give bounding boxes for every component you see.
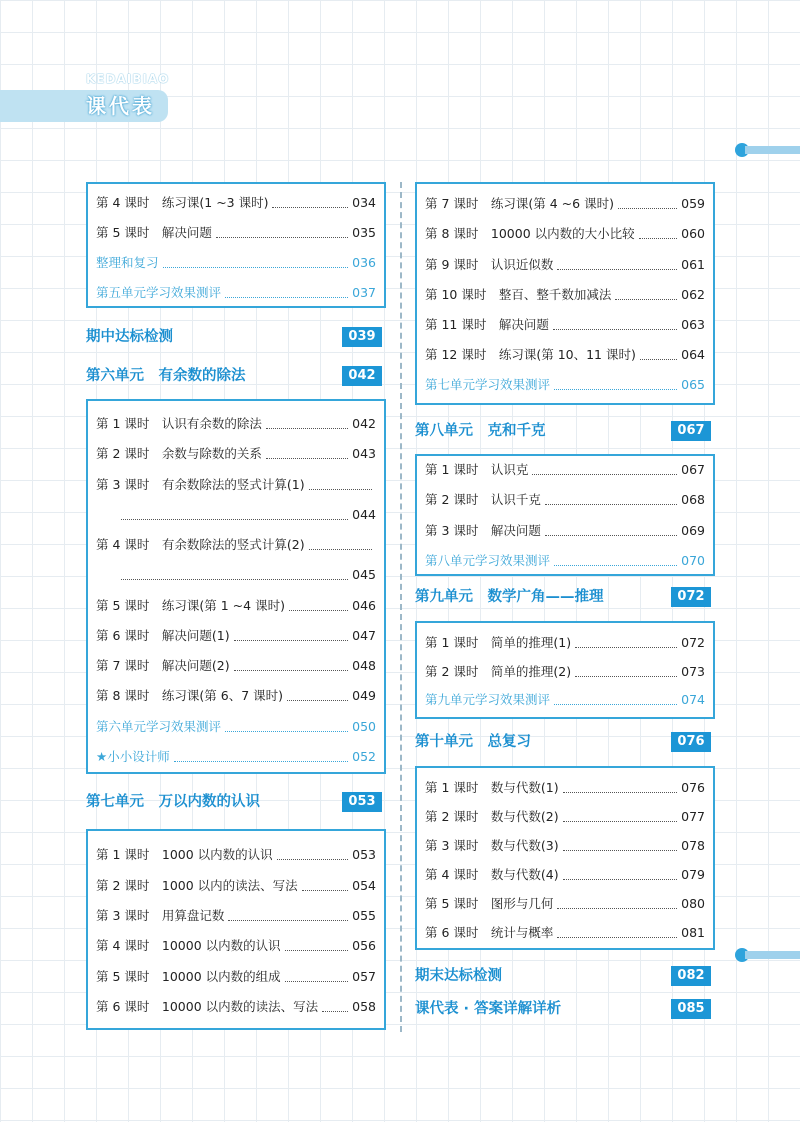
toc-entry[interactable]: 第 6 课时 10000 以内数的读法、写法 058 <box>96 998 376 1014</box>
toc-entry[interactable]: 第 1 课时 1000 以内数的认识 053 <box>96 846 376 862</box>
toc-entry[interactable]: 第 4 课时 10000 以内数的认识 056 <box>96 937 376 953</box>
toc-box-unit6 <box>86 399 386 774</box>
toc-entry[interactable]: 第 8 课时 练习课(第 6、7 课时) 049 <box>96 687 376 703</box>
toc-entry[interactable]: 第 4 课时 练习课(1 ~3 课时) 034 <box>96 194 376 210</box>
toc-entry[interactable]: 第 3 课时 解决问题 069 <box>425 522 705 538</box>
unit-heading-final[interactable]: 期末达标检测 082 <box>415 964 711 988</box>
toc-entry[interactable]: 第 5 课时 图形与几何 080 <box>425 895 705 911</box>
toc-entry[interactable]: 第 5 课时 10000 以内数的组成 057 <box>96 968 376 984</box>
toc-entry[interactable]: 第 2 课时 1000 以内的读法、写法 054 <box>96 877 376 893</box>
toc-entry[interactable]: 第 5 课时 解决问题 035 <box>96 224 376 240</box>
toc-entry[interactable]: 第 11 课时 解决问题 063 <box>425 316 705 332</box>
toc-entry[interactable]: 第 3 课时 用算盘记数 055 <box>96 907 376 923</box>
toc-entry[interactable]: 第 6 课时 解决问题(1) 047 <box>96 627 376 643</box>
toc-entry[interactable]: 第 1 课时 简单的推理(1) 072 <box>425 634 705 650</box>
unit-heading-10[interactable]: 第十单元 总复习 076 <box>415 730 711 754</box>
toc-entry-designer[interactable]: ★小小设计师 052 <box>96 748 376 764</box>
toc-entry[interactable]: 第 6 课时 统计与概率 081 <box>425 924 705 940</box>
toc-entry[interactable]: 第 2 课时 数与代数(2) 077 <box>425 808 705 824</box>
toc-entry[interactable]: 第 2 课时 简单的推理(2) 073 <box>425 663 705 679</box>
toc-entry-assessment[interactable]: 第七单元学习效果测评 065 <box>425 376 705 392</box>
toc-entry[interactable]: 第 2 课时 余数与除数的关系 043 <box>96 445 376 461</box>
toc-entry[interactable]: 第 4 课时 数与代数(4) 079 <box>425 866 705 882</box>
toc-entry[interactable]: 第 12 课时 练习课(第 10、11 课时) 064 <box>425 346 705 362</box>
toc-box-unit9 <box>415 621 715 719</box>
unit-heading-8[interactable]: 第八单元 克和千克 067 <box>415 419 711 443</box>
toc-entry[interactable]: 第 1 课时 认识有余数的除法 042 <box>96 415 376 431</box>
toc-entry[interactable]: 第 4 课时 有余数除法的竖式计算(2) <box>96 533 376 555</box>
toc-entry[interactable]: 第 10 课时 整百、整千数加减法 062 <box>425 286 705 302</box>
unit-heading-midterm[interactable]: 期中达标检测 039 <box>86 325 382 349</box>
toc-box-unit7a <box>86 829 386 1030</box>
decor-dot-bar-top <box>735 143 800 157</box>
toc-entry-continued[interactable]: 045 <box>96 563 376 585</box>
toc-entry[interactable]: 第 3 课时 有余数除法的竖式计算(1) <box>96 473 376 495</box>
toc-entry[interactable]: 第 8 课时 10000 以内数的大小比较 060 <box>425 225 705 241</box>
toc-entry[interactable]: 第 2 课时 认识千克 068 <box>425 491 705 507</box>
toc-box-unit10 <box>415 766 715 950</box>
unit-heading-7[interactable]: 第七单元 万以内数的认识 053 <box>86 790 382 814</box>
toc-box-unit7b <box>415 182 715 405</box>
toc-box-unit5 <box>86 182 386 308</box>
toc-entry-assessment[interactable]: 第五单元学习效果测评 037 <box>96 284 376 300</box>
decor-dot-bar-bottom <box>735 948 800 962</box>
toc-entry[interactable]: 第 9 课时 认识近似数 061 <box>425 256 705 272</box>
column-divider <box>400 182 402 1032</box>
toc-entry[interactable]: 第 1 课时 认识克 067 <box>425 461 705 477</box>
toc-entry-assessment[interactable]: 第八单元学习效果测评 070 <box>425 552 705 568</box>
header-cn-title: 课代表 <box>86 94 155 118</box>
toc-entry-assessment[interactable]: 第九单元学习效果测评 074 <box>425 691 705 707</box>
toc-entry-review[interactable]: 整理和复习 036 <box>96 254 376 270</box>
unit-heading-answers[interactable]: 课代表 · 答案详解详析 085 <box>415 997 711 1021</box>
toc-entry-assessment[interactable]: 第六单元学习效果测评 050 <box>96 718 376 734</box>
unit-heading-9[interactable]: 第九单元 数学广角——推理 072 <box>415 585 711 609</box>
toc-entry-continued[interactable]: 044 <box>96 503 376 525</box>
unit-heading-6[interactable]: 第六单元 有余数的除法 042 <box>86 364 382 388</box>
header <box>0 72 175 122</box>
toc-box-unit8 <box>415 454 715 576</box>
toc-entry[interactable]: 第 1 课时 数与代数(1) 076 <box>425 779 705 795</box>
toc-entry[interactable]: 第 7 课时 练习课(第 4 ~6 课时) 059 <box>425 195 705 211</box>
header-en-title: KEDAIBIAO <box>86 72 170 86</box>
toc-entry[interactable]: 第 7 课时 解决问题(2) 048 <box>96 657 376 673</box>
toc-entry[interactable]: 第 3 课时 数与代数(3) 078 <box>425 837 705 853</box>
toc-entry[interactable]: 第 5 课时 练习课(第 1 ~4 课时) 046 <box>96 597 376 613</box>
